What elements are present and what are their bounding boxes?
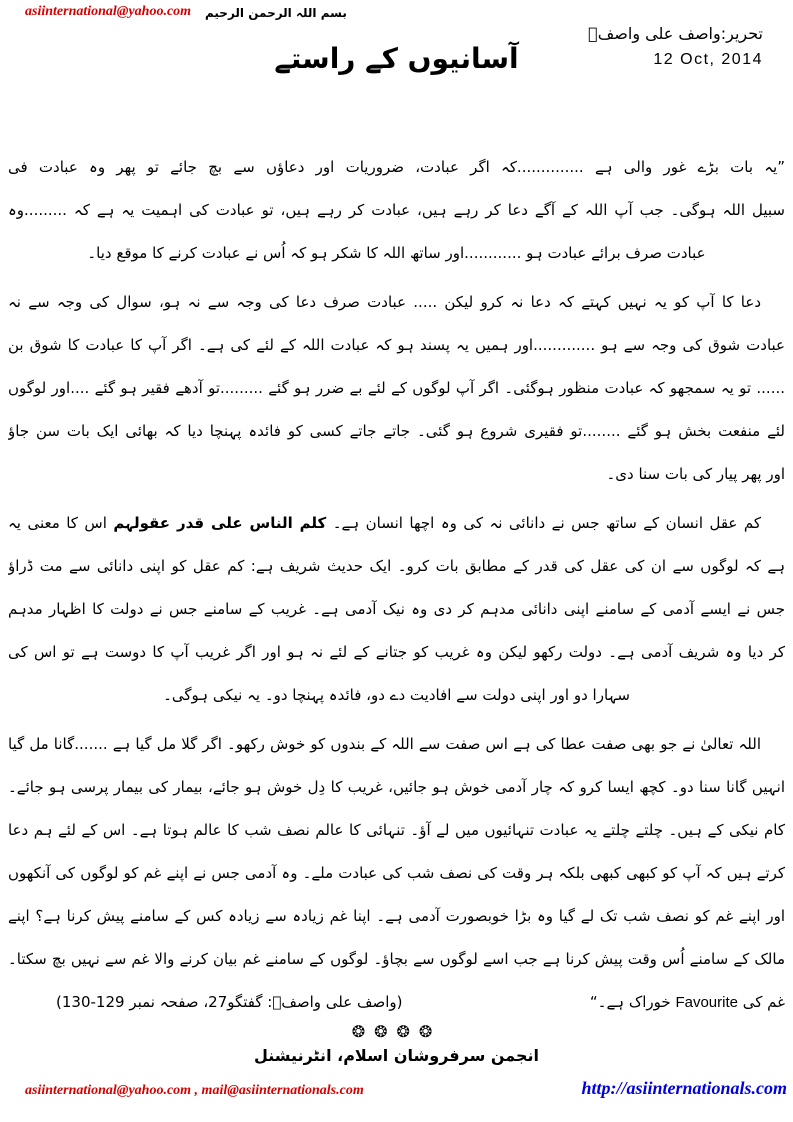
line-text (87, 244, 705, 262)
text-line (8, 367, 785, 410)
footer-line (25, 1078, 787, 1099)
page-title: آسانیوں کے راستے (274, 42, 519, 75)
urdu-text: جس نے ایسے آدمی کے سامنے اپنی دانائی مدہم کر دی وہ نیک آدمی ہے۔ غریب کے سامنے جس نے دولت کا اظہار مدہم (8, 600, 785, 618)
urdu-text: کرتے ہیں کہ آپ کو کبھی کبھی بلکہ ہر وقت کی نصف شب کی عبادت ملے۔ وہ آدمی جس نے اپنے غم کو لوگوں کی آنکھوں (8, 864, 785, 882)
bold-arabic-quote: کلم الناس علی قدر عقولہم (113, 514, 327, 532)
text-line (8, 232, 785, 275)
urdu-text: عبادت شوق کی وجہ سے ہو .............اور ہمیں یہ پسند ہو کہ عبادت اللہ کے لئے کی ہے۔ اگر آپ کا عبادت کا شوق بن (8, 336, 785, 354)
paragraph (8, 723, 785, 1024)
urdu-text: اس کا معنی یہ (8, 514, 114, 532)
urdu-text: ہے کہ لوگوں سے ان کی عقل کی قدر کے مطابق بات کرو۔ ایک حدیث شریف ہے: کم عقل کو اپنی دانائی سے مت ڈراؤ (8, 557, 785, 575)
text-line (8, 453, 785, 496)
text-line (8, 852, 785, 895)
urdu-text: ...... تو یہ سمجھو کہ عبادت منظور ہوگئی۔ اگر آپ لوگوں کے لئے بے ضرر ہو گئے .........تو آدھے فقیر ہو گئے ....اور لوگوں (8, 379, 785, 397)
text-line (8, 895, 785, 938)
line-text (8, 514, 761, 532)
paragraph (8, 281, 785, 496)
urdu-text: مالک کے سامنے اُس وقت پیش کرنا ہے جب اسے لوگوں سے بچاؤ۔ لوگوں کے سامنے غم بیان کرنے والا غم سے نہیں بچ سکتا۔ (8, 950, 785, 968)
urdu-text: کام نیکی کے ہیں۔ چلتے چلتے یہ عبادت تنہائیوں میں لے آؤ۔ تنہائی کا عالم نصف شب کا عالم ہوتا ہے۔ اس کے لئے ہم دعا (8, 821, 785, 839)
text-line (8, 631, 785, 674)
text-line (8, 981, 785, 1024)
line-text (8, 158, 785, 176)
urdu-text: خوراک ہے۔“ (589, 993, 676, 1011)
line-text (8, 379, 785, 410)
text-line (8, 281, 785, 324)
urdu-text: ”یہ بات بڑے غور والی ہے ..............کہ اگر عبادت، ضروریات اور دعاؤں سے بچ جائے تو پھر وہ عبادت فی (8, 158, 785, 176)
document-date: 12 Oct, 2014 (653, 51, 763, 68)
text-line (8, 502, 785, 545)
urdu-text: عبادت صرف برائے عبادت ہو ............اور ساتھ اللہ کا شکر ہو کہ اُس نے عبادت کرنے کا موقع دیا۔ (87, 244, 706, 262)
line-text (8, 557, 785, 575)
line-text (8, 201, 785, 219)
line-text (163, 686, 630, 704)
urdu-text: کر دیا وہ شریف آدمی ہے۔ دولت رکھو لیکن وہ غریب کو جتانے کے لئے نہ ہو اور اگر غریب آپ کا دوست ہے تو اس کی (8, 643, 785, 661)
text-line (8, 146, 785, 189)
line-text (8, 600, 785, 618)
line-text (606, 465, 785, 483)
line-text (8, 735, 761, 766)
latin-word: Favourite (675, 994, 738, 1011)
text-line (8, 545, 785, 588)
line-text (8, 422, 785, 440)
text-line (8, 723, 785, 766)
line-text (8, 864, 785, 895)
line-text (8, 778, 785, 809)
urdu-text: لئے منفعت بخش ہو گئے ........تو فقیری شروع ہو گئی۔ جاتے جاتے کسی کو فائدہ پہنچا دیا کہ بھائی ایک بات سن جاؤ (8, 422, 785, 440)
urdu-text: اور پھر پیار کی بات سنا دی۔ (606, 465, 785, 483)
urdu-text: سبیل اللہ ہوگی۔ جب آپ اللہ کے آگے دعا کر رہے ہیں، عبادت کر رہے ہیں، تو عبادت کی اہمیت یہ ہے کہ .........وہ (8, 201, 785, 219)
body-paragraphs (8, 146, 785, 1030)
footer-url-link[interactable]: http://asiinternationals.com (581, 1078, 787, 1098)
line-text (8, 293, 761, 324)
text-line (8, 938, 785, 981)
paragraph (8, 502, 785, 717)
urdu-text: سہارا دو اور اپنی دولت سے افادیت دے دو، فائدہ پہنچا دو۔ یہ نیکی ہوگی۔ (163, 686, 630, 704)
source-citation: (واصف علی واصفؒ: گفتگو27، صفحہ نمبر 129-130) (56, 993, 403, 1011)
bismillah-text: بسم اللہ الرحمن الرحیم (205, 6, 347, 20)
header-email-link[interactable]: asiinternational@yahoo.com (25, 4, 192, 19)
line-text (590, 981, 785, 1024)
urdu-text: انہیں گانا سنا دو۔ کچھ ایسا کرو کہ چار آدمی خوش ہو جائیں، غریب کا دِل خوش ہو جائے، بیمار کی بیمار پرسی ہو جائے۔ (8, 778, 785, 796)
footer-email-links[interactable]: asiinternational@yahoo.com , mail@asiinternationals.com (25, 1083, 364, 1098)
organization-name: انجمن سرفروشان اسلام، انٹرنیشنل (253, 1046, 540, 1065)
line-text (8, 950, 785, 981)
line-text (8, 907, 785, 925)
urdu-text: کم عقل انسان کے ساتھ جس نے دانائی نہ کی وہ اچھا انسان ہے۔ (326, 514, 761, 532)
text-line (8, 588, 785, 631)
paragraph (8, 146, 785, 275)
text-line (8, 410, 785, 453)
urdu-text: اللہ تعالیٰ نے جو بھی صفت عطا کی ہے اس صفت سے اللہ کے بندوں کو خوش رکھو۔ اگر گلا مل گیا ہے .......گانا مل گیا (8, 735, 761, 753)
text-line (8, 766, 785, 809)
text-line (8, 324, 785, 367)
line-text (8, 821, 785, 839)
text-line (8, 674, 785, 717)
urdu-text: دعا کا آپ کو یہ نہیں کہتے کہ دعا نہ کرو لیکن ..... عبادت صرف دعا کی وجہ سے نہ ہو، سوال کی وجہ سے نہ (8, 293, 761, 311)
text-line (8, 189, 785, 232)
line-text (8, 336, 785, 367)
text-line (8, 809, 785, 852)
urdu-text: غم کی (737, 993, 785, 1011)
urdu-text: اور اپنے غم کو نصف شب تک لے گیا وہ بڑا خوبصورت آدمی ہے۔ اپنا غم زیادہ سے زیادہ کس کے سامنے پیش کرنا ہے؟ اپنے (8, 907, 785, 925)
author-byline: تحریر:واصف علی واصفؒ (588, 24, 763, 43)
line-text (8, 643, 785, 674)
ornament-row: ❂❂❂❂ (351, 1022, 442, 1041)
